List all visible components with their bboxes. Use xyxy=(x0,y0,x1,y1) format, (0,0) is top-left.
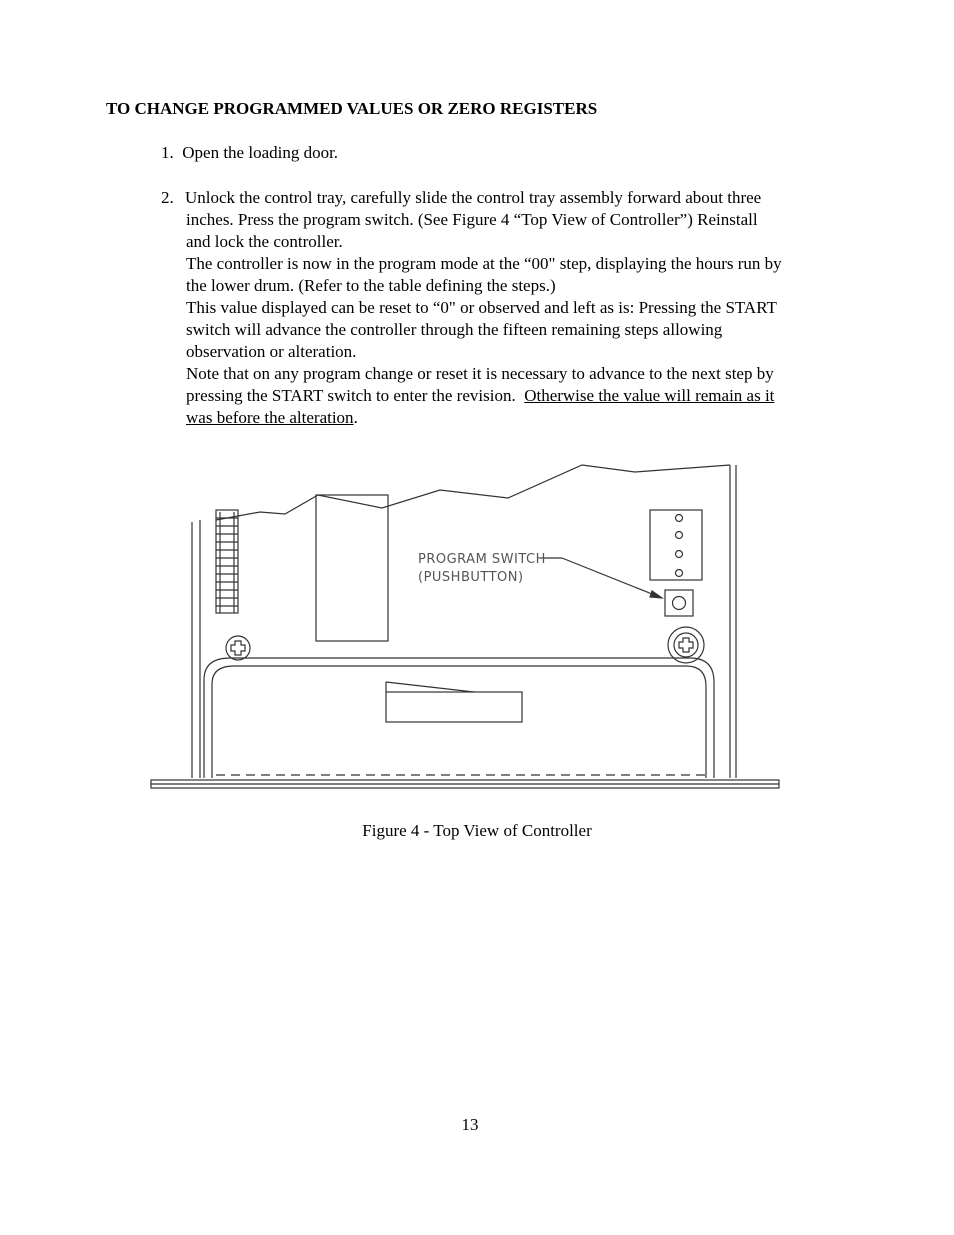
step-2-line: inches. Press the program switch. (See Figure 4 “Top View of Controller”) Reinstall xyxy=(186,210,758,229)
program-switch-label: PROGRAM SWITCH xyxy=(418,552,546,567)
step-2-body xyxy=(186,187,851,429)
step-2-line: The controller is now in the program mode at the “00" step, displaying the hours run by xyxy=(186,254,782,273)
step-2-line: switch will advance the controller through the fifteen remaining steps allowing xyxy=(186,320,723,339)
step-2-line: Unlock the control tray, carefully slide the control tray assembly forward about three xyxy=(185,188,762,207)
underlined-warning-part-1: Otherwise the value will remain as it xyxy=(524,386,775,405)
step-2-last-line xyxy=(186,407,851,429)
controller-top-view-figure xyxy=(150,460,780,792)
page-number: 13 xyxy=(461,1115,479,1134)
step-2-line: This value displayed can be reset to “0" or observed and left as is: Pressing the START xyxy=(186,298,777,317)
figure-caption: Figure 4 - Top View of Controller xyxy=(362,821,592,840)
tray-back-edge xyxy=(216,465,730,520)
leader-arrowhead xyxy=(650,591,662,598)
step-2-line-with-underline xyxy=(186,385,851,407)
step-2-line: observation or alteration. xyxy=(186,342,357,361)
step-2-line: pressing the START switch to enter the revision. xyxy=(186,386,525,405)
step-2-tail: . xyxy=(353,408,358,427)
step-2-line: and lock the controller. xyxy=(186,232,343,251)
step-2-number: 2. xyxy=(161,188,174,207)
display-bezel-edge xyxy=(386,682,474,692)
display-window xyxy=(386,692,522,722)
step-1 xyxy=(161,143,338,163)
underlined-warning-part-2: was before the alteration xyxy=(186,408,354,427)
step-2-line: Note that on any program change or reset it is necessary to advance to the next step by xyxy=(186,364,774,383)
circuit-module xyxy=(316,495,388,641)
step-2-line: the lower drum. (Refer to the table defining the steps.) xyxy=(186,276,556,295)
front-bracket-outer xyxy=(204,658,714,778)
label-leader-line xyxy=(562,558,662,598)
step-2 xyxy=(161,187,851,429)
edge-connector xyxy=(216,510,238,613)
program-switch-pushbutton xyxy=(665,590,693,616)
terminal-block xyxy=(650,510,702,580)
left-screw xyxy=(226,636,250,660)
step-1-number: 1. xyxy=(161,143,174,162)
step-1-text: Open the loading door. xyxy=(182,143,339,162)
pushbutton-label: (PUSHBUTTON) xyxy=(418,570,524,585)
section-heading: TO CHANGE PROGRAMMED VALUES OR ZERO REGISTERS xyxy=(106,99,598,118)
